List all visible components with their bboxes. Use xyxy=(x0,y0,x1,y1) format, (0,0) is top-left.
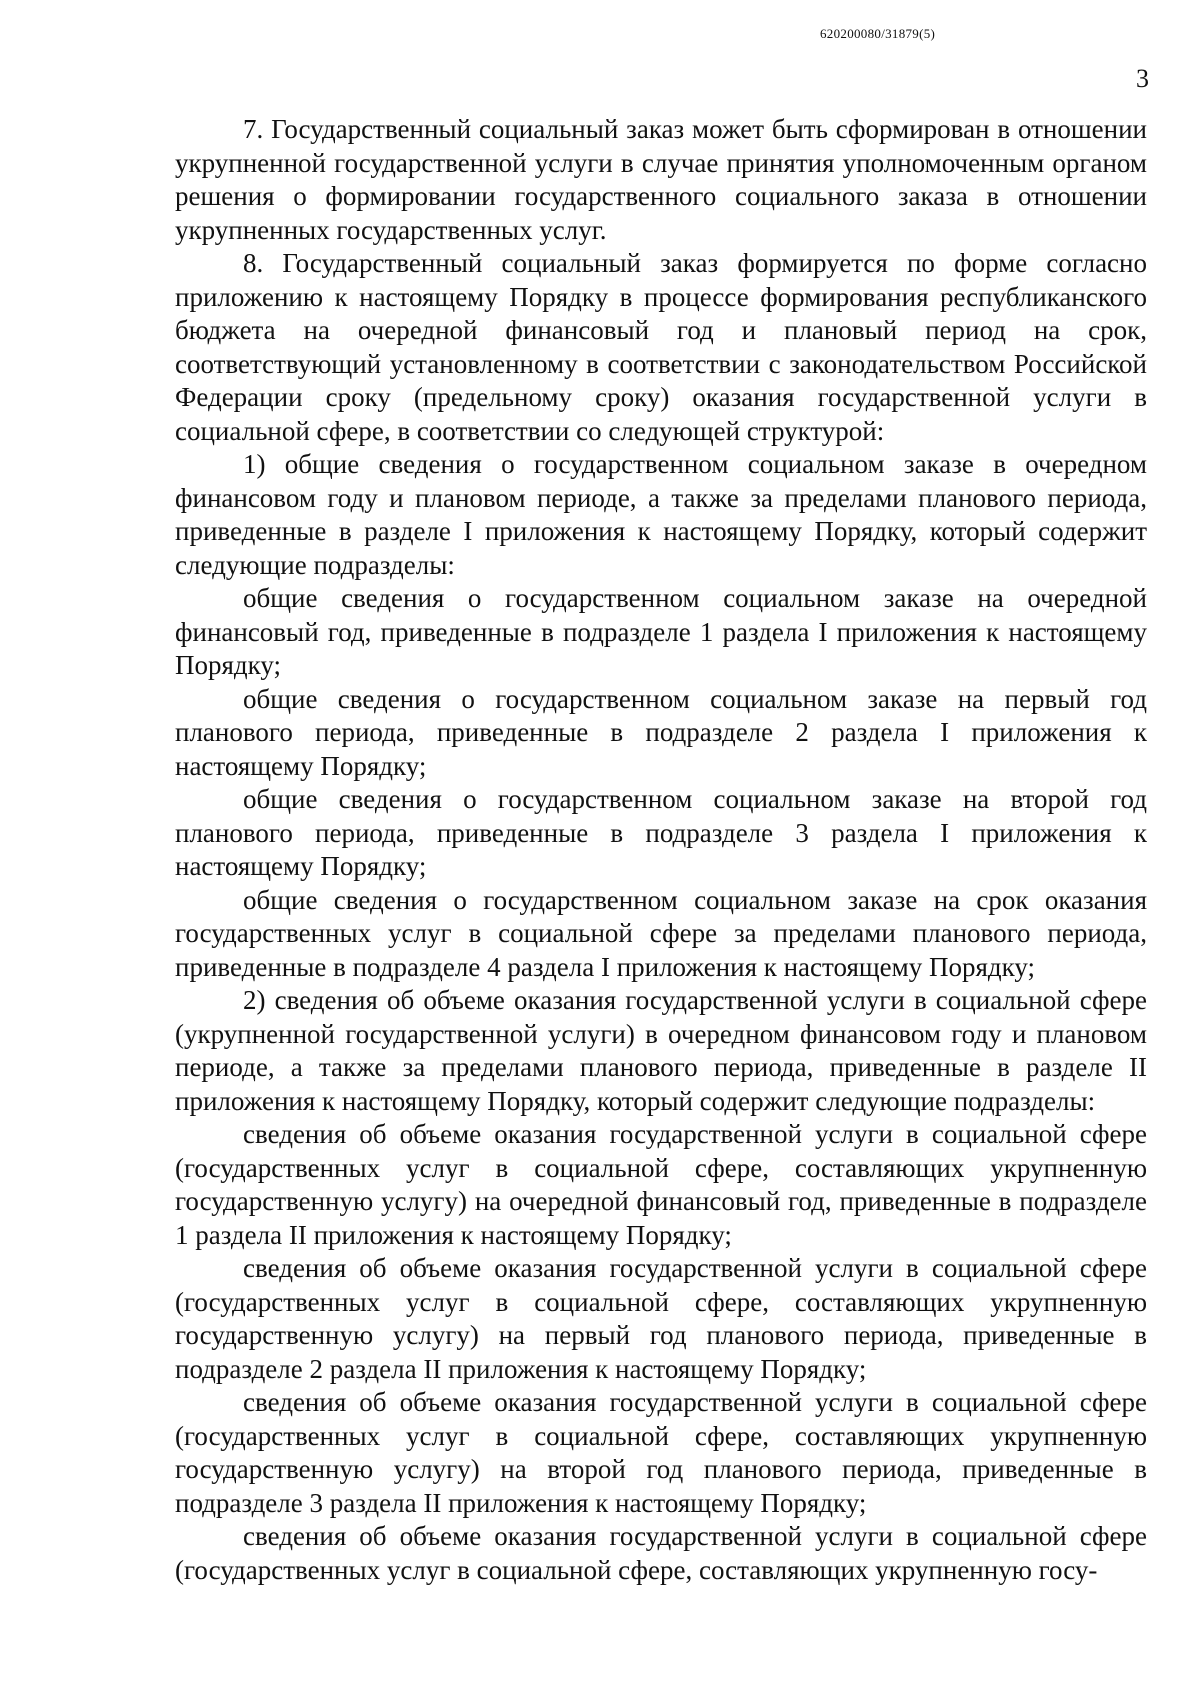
list-item-2: 2) сведения об объеме оказания государственной услуги в социальной сфере (укрупненной государственной услуги) в очередном финансовом году и плановом периоде, а также за пределами планового периода, приведенные в разделе II приложения к настоящему Порядку, который содержит следующие подразделы: xyxy=(175,985,1147,1116)
subsection-2-2: сведения об объеме оказания государственной услуги в социальной сфере (государственных услуг в социальной сфере, составляющих укрупненную государственную услугу) на первый год планового периода, приведенные в подразделе 2 раздела II приложения к настоящему Порядку; xyxy=(175,1253,1147,1384)
paragraph-7: 7. Государственный социальный заказ может быть сформирован в отношении укрупненной государственной услуги в случае принятия уполномоченным органом решения о формировании государственного социального заказа в отношении укрупненных государственных услуг. xyxy=(175,114,1147,245)
paragraph-8: 8. Государственный социальный заказ формируется по форме согласно приложению к настоящему Порядку в процессе формирования республиканского бюджета на очередной финансовый год и плановый период на срок, соответствующий установленному в соответствии с законодательством Российской Федерации сроку (предельному сроку) оказания государственной услуги в социальной сфере, в соответствии со следующей структурой: xyxy=(175,248,1147,446)
subsection-2-4: сведения об объеме оказания государственной услуги в социальной сфере (государственных услуг в социальной сфере, составляющих укрупненную госу- xyxy=(175,1521,1147,1585)
list-item-1: 1) общие сведения о государственном социальном заказе в очередном финансовом году и плановом периоде, а также за пределами планового периода, приведенные в разделе I приложения к настоящему Порядку, который содержит следующие подразделы: xyxy=(175,449,1147,580)
page-number: 3 xyxy=(1136,64,1149,93)
subsection-2-1: сведения об объеме оказания государственной услуги в социальной сфере (государственных услуг в социальной сфере, составляющих укрупненную государственную услугу) на очередной финансовый год, приведенные в подразделе 1 раздела II приложения к настоящему Порядку; xyxy=(175,1119,1147,1250)
subsection-1-3: общие сведения о государственном социальном заказе на второй год планового периода, приведенные в подразделе 3 раздела I приложения к настоящему Порядку; xyxy=(175,784,1147,881)
subsection-1-2: общие сведения о государственном социальном заказе на первый год планового периода, приведенные в подразделе 2 раздела I приложения к настоящему Порядку; xyxy=(175,683,1147,781)
document-body xyxy=(175,113,1147,1587)
document-id: 620200080/31879(5) xyxy=(820,26,936,41)
subsection-1-4: общие сведения о государственном социальном заказе на срок оказания государственных услуг в социальной сфере за пределами планового периода, приведенные в подразделе 4 раздела I приложения к настоящему Порядку; xyxy=(175,884,1147,982)
subsection-2-3: сведения об объеме оказания государственной услуги в социальной сфере (государственных услуг в социальной сфере, составляющих укрупненную государственную услугу) на второй год планового периода, приведенные в подразделе 3 раздела II приложения к настоящему Порядку; xyxy=(175,1387,1147,1518)
subsection-1-1: общие сведения о государственном социальном заказе на очередной финансовый год, приведенные в подразделе 1 раздела I приложения к настоящему Порядку; xyxy=(175,583,1147,680)
